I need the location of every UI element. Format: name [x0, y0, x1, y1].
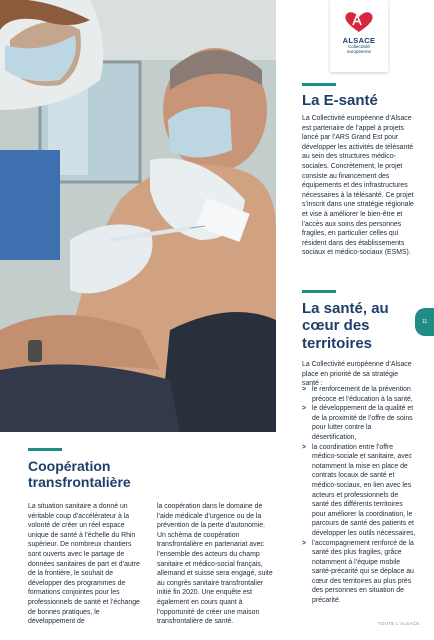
cooperation-paragraph-col1: La situation sanitaire a donné un véritable coup d’accélérateur à la volonté de créer un réel espace unique de santé à l’échelle du Rhin supérieur. De nombreux chantiers sont ouverts avec le partage de données sanitaires de part et d’autre de la frontière, le souhait de développer des programmes de formations conjointes pour les professionnels de santé et l’échange de bonnes pratiques, le développement de [28, 503, 140, 626]
list-item: > le renforcement de la prévention précoce et l’éducation à la santé, [302, 386, 413, 403]
list-item: > l’accompagnement renforcé de la santé des plus fragiles, grâce notamment à l’équipe mobile santé-précarité qui se déplace au cœur des territoires au plus près des personnes en situation de précarité. [302, 539, 414, 605]
page-number-tab: 11 [415, 308, 434, 336]
logo-subtitle: Collectivité européenne [346, 44, 372, 54]
vaccination-photo [0, 0, 276, 432]
bullet-arrow-icon: > [302, 386, 307, 393]
alsace-logo [330, 0, 388, 72]
cooperation-heading: Coopération transfrontalière [28, 458, 131, 491]
footer-label: TOUTE L'ALSACE [378, 621, 420, 626]
list-item: > la coordination entre l’offre médico-sociale et sanitaire, avec notamment la mise en place de contrats locaux de santé et médico-sociaux, en lien avec les acteurs et professionnels de santé des différents territoires pour améliorer la coordination, le parcours de santé des patients et développer les outils nécessaires, [302, 443, 416, 537]
cooperation-rule [28, 448, 62, 451]
esante-paragraph: La Collectivité européenne d’Alsace est partenaire de l’appel à projets lancé par l’ARS Grand Est pour développer les activités de télésanté au sein des structures médico-sociales. Concrètement, le projet consiste au financement des équipements et des infrastructures nécessaires à la télésanté. Ce projet s’inscrit dans une stratégie régionale et vise à améliorer le bien-être et l’accès aux soins des personnes fragiles, en particulier celles qui résident dans des établissements sociaux et médico-sociaux (ESMS). [302, 115, 414, 257]
alsace-heart-logo-icon [342, 10, 376, 34]
bullet-arrow-icon: > [302, 539, 307, 547]
sante-intro: La Collectivité européenne d’Alsace place en priorité de sa stratégie santé : [302, 361, 412, 388]
sante-heading: La santé, au cœur des territoires [302, 300, 389, 352]
vaccination-illustration [0, 0, 276, 432]
sante-rule [302, 290, 336, 293]
list-item: > le développement de la qualité et de la proximité de l’offre de soins pour lutter contre la désertification, [302, 405, 414, 441]
bullet-arrow-icon: > [302, 443, 307, 451]
sante-priority-list [302, 385, 416, 606]
logo-name: ALSACE [342, 36, 376, 45]
cooperation-paragraph-col2: la coopération dans le domaine de l’aide médicale d’urgence ou de la prévention de la perte d’autonomie. Un schéma de coopération transfrontalière en partenariat avec l’ensemble des acteurs du champ sanitaire et médico-social français, allemand et suisse sera engagé, suite au congrès sanitaire transfrontalier initié fin 2020. Une enquête est également en cours quant à l’opportunité de créer une maison transfrontalière de santé. [157, 503, 273, 626]
esante-rule [302, 83, 336, 86]
bullet-arrow-icon: > [302, 405, 307, 413]
esante-heading: La E-santé [302, 92, 378, 109]
